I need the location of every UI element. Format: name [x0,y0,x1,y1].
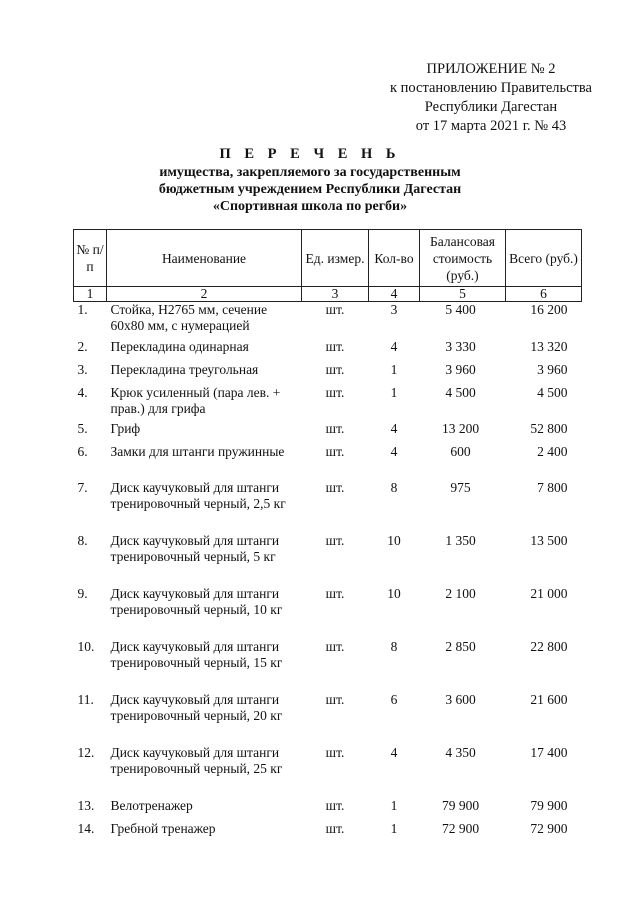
row-price: 1 350 [445,532,476,548]
row-qty: 10 [387,585,401,601]
document-heading [120,146,500,215]
column-number: 5 [420,287,506,302]
heading-line-1: имущества, закрепляемого за государственным [159,165,461,180]
row-number: 2. [77,338,88,354]
row-unit: шт. [325,585,345,601]
table-row [74,533,582,586]
row-unit: шт. [325,744,345,760]
row-number: 12. [77,744,95,760]
row-qty: 6 [390,691,398,707]
table-row [74,339,582,362]
row-total: 17 400 [530,744,568,760]
appendix-republic: Республики Дагестан [424,99,558,115]
table-row [74,385,582,421]
row-unit: шт. [325,820,345,836]
row-name: Диск каучуковый для штанги тренировочный черный, 10 кг [110,585,283,617]
column-number: 4 [369,287,420,302]
row-unit: шт. [325,443,345,459]
column-number: 1 [74,287,107,302]
table-row [74,639,582,692]
row-number: 6. [77,443,88,459]
row-price: 79 900 [441,797,480,813]
row-total: 16 200 [530,302,568,317]
row-price: 2 850 [445,638,476,654]
column-number: 3 [302,287,369,302]
row-qty: 4 [390,744,398,760]
row-number: 3. [77,361,88,377]
row-number: 14. [77,820,95,836]
row-qty: 8 [390,479,398,495]
row-total: 7 800 [537,479,568,495]
table-row [74,692,582,745]
table-row [74,480,582,533]
row-name: Стойка, Н2765 мм, сечение 60х80 мм, с нумерацией [110,302,268,333]
row-unit: шт. [325,691,345,707]
row-price: 3 600 [445,691,476,707]
column-number: 6 [506,287,582,302]
table-row [74,798,582,821]
row-unit: шт. [325,638,345,654]
table-row [74,421,582,444]
row-unit: шт. [325,532,345,548]
row-number: 10. [77,638,95,654]
row-name: Гриф [110,420,141,436]
row-total: 52 800 [530,420,568,436]
row-name: Перекладина одинарная [110,338,249,354]
row-total: 2 400 [537,443,568,459]
row-price: 13 200 [441,420,480,436]
row-total: 13 320 [530,338,568,354]
header-total: Всего (руб.) [506,230,582,287]
row-name: Диск каучуковый для штанги тренировочный черный, 2,5 кг [110,479,286,511]
property-table [73,229,582,844]
appendix-block [390,60,592,136]
header-qty: Кол-во [369,230,420,287]
row-number: 11. [77,691,94,707]
row-name: Перекладина треугольная [110,361,259,377]
row-unit: шт. [325,338,345,354]
row-total: 3 960 [537,361,568,377]
row-qty: 1 [390,820,398,836]
column-number-row [74,287,582,302]
row-qty: 1 [390,361,398,377]
row-price: 2 100 [445,585,476,601]
row-price: 600 [450,443,471,459]
row-total: 21 600 [530,691,568,707]
row-unit: шт. [325,361,345,377]
table-row [74,745,582,798]
row-name: Диск каучуковый для штанги тренировочный черный, 20 кг [110,691,283,723]
table-header-row [74,230,582,287]
table-row [74,362,582,385]
row-number: 1. [77,302,88,317]
row-name: Диск каучуковый для штанги тренировочный черный, 15 кг [110,638,283,670]
appendix-decree: к постановлению Правительства [390,80,592,96]
row-number: 7. [77,479,88,495]
row-unit: шт. [325,384,345,400]
appendix-date: от 17 марта 2021 г. № 43 [415,118,567,134]
row-qty: 10 [387,532,401,548]
row-name: Замки для штанги пружинные [110,443,285,459]
row-number: 8. [77,532,88,548]
heading-line-3: «Спортивная школа по регби» [212,199,408,214]
row-name: Диск каучуковый для штанги тренировочный черный, 25 кг [110,744,283,776]
row-number: 5. [77,420,88,436]
row-unit: шт. [325,420,345,436]
row-qty: 1 [390,384,398,400]
table-row [74,586,582,639]
table-row [74,444,582,480]
table-row [74,302,582,339]
row-qty: 8 [390,638,398,654]
row-price: 4 500 [445,384,476,400]
document-title: П Е Р Е Ч Е Н Ь [219,146,401,162]
row-name: Крюк усиленный (пара лев. + прав.) для грифа [110,384,281,416]
row-price: 3 330 [445,338,476,354]
row-unit: шт. [325,797,345,813]
header-num: № п/п [74,230,107,287]
row-total: 21 000 [530,585,568,601]
appendix-number: ПРИЛОЖЕНИЕ № 2 [426,61,556,77]
row-number: 4. [77,384,88,400]
row-total: 13 500 [530,532,568,548]
row-qty: 3 [390,302,398,317]
header-name: Наименование [107,230,302,287]
row-qty: 4 [390,420,398,436]
row-qty: 1 [390,797,398,813]
row-total: 79 900 [530,797,568,813]
row-qty: 4 [390,338,398,354]
row-total: 4 500 [537,384,568,400]
row-price: 5 400 [445,302,476,317]
row-name: Диск каучуковый для штанги тренировочный черный, 5 кг [110,532,280,564]
row-name: Велотренажер [110,797,193,813]
header-price: Балансовая стоимость (руб.) [420,230,506,287]
row-price: 975 [450,479,471,495]
row-price: 72 900 [441,820,480,836]
row-price: 3 960 [445,361,476,377]
row-total: 22 800 [530,638,568,654]
row-total: 72 900 [530,820,568,836]
heading-line-2: бюджетным учреждением Республики Дагестан [158,182,462,197]
row-name: Гребной тренажер [110,820,216,836]
column-number: 2 [107,287,302,302]
row-number: 9. [77,585,88,601]
row-unit: шт. [325,302,345,317]
row-unit: шт. [325,479,345,495]
header-unit: Ед. измер. [302,230,369,287]
table-row [74,821,582,844]
row-price: 4 350 [445,744,476,760]
row-qty: 4 [390,443,398,459]
row-number: 13. [77,797,95,813]
